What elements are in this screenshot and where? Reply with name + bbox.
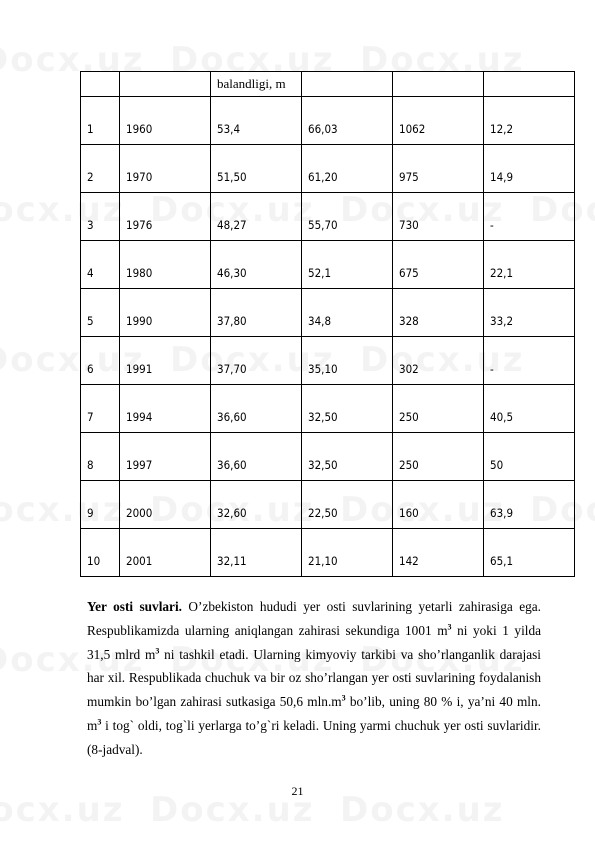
table-row bbox=[81, 289, 575, 337]
table-cell: 12,2 bbox=[484, 97, 575, 145]
table-cell: 250 bbox=[393, 433, 484, 481]
table-row bbox=[81, 481, 575, 529]
table-header-cell bbox=[120, 72, 211, 97]
data-table bbox=[80, 71, 575, 577]
table-cell: 6 bbox=[81, 337, 120, 385]
table-cell: 34,8 bbox=[302, 289, 393, 337]
table-cell: 46,30 bbox=[211, 241, 302, 289]
table-cell: 1960 bbox=[120, 97, 211, 145]
table-cell: 32,60 bbox=[211, 481, 302, 529]
table-cell: 160 bbox=[393, 481, 484, 529]
table-cell: 48,27 bbox=[211, 193, 302, 241]
table-header-cell bbox=[393, 72, 484, 97]
table-cell: 35,10 bbox=[302, 337, 393, 385]
table-cell: 2001 bbox=[120, 529, 211, 577]
table-row bbox=[81, 241, 575, 289]
table-cell: 21,10 bbox=[302, 529, 393, 577]
table-cell: 142 bbox=[393, 529, 484, 577]
table-cell: 975 bbox=[393, 145, 484, 193]
table-cell: 1990 bbox=[120, 289, 211, 337]
table-cell: 52,1 bbox=[302, 241, 393, 289]
table-cell: 1062 bbox=[393, 97, 484, 145]
table-header-cell bbox=[302, 72, 393, 97]
table-cell: 51,50 bbox=[211, 145, 302, 193]
table-cell: 9 bbox=[81, 481, 120, 529]
table-cell: 22,1 bbox=[484, 241, 575, 289]
table-cell: 1997 bbox=[120, 433, 211, 481]
table-cell: 37,70 bbox=[211, 337, 302, 385]
table-cell: 7 bbox=[81, 385, 120, 433]
table-cell: 1 bbox=[81, 97, 120, 145]
table-cell: 33,2 bbox=[484, 289, 575, 337]
table-cell: 730 bbox=[393, 193, 484, 241]
table-cell: - bbox=[484, 337, 575, 385]
table-cell: 66,03 bbox=[302, 97, 393, 145]
table-row bbox=[81, 97, 575, 145]
section-heading: Yer osti suvlari. bbox=[87, 599, 182, 614]
table-cell: 50 bbox=[484, 433, 575, 481]
table-header-row bbox=[81, 72, 575, 97]
paragraph-text-4: bo’lib, uning 80 % i, ya’ni 40 mln. m bbox=[87, 694, 541, 733]
table-cell: 40,5 bbox=[484, 385, 575, 433]
page-number: 21 bbox=[291, 784, 304, 798]
table-header-cell: balandligi, m bbox=[211, 72, 302, 97]
table-cell: 3 bbox=[81, 193, 120, 241]
paragraph-text-3: ni tashkil etadi. Ularning kimyoviy tarkibi va sho’rlanganlik darajasi har xil. Respublikada chuchuk va bir oz sho’rlangan yer osti suvlarining foydalanish mumkin bo’lgan zahirasi sutkasiga 50,6 mln.m bbox=[87, 646, 542, 710]
table-cell: 14,9 bbox=[484, 145, 575, 193]
superscript-3: 3 bbox=[447, 622, 452, 632]
table-header-cell bbox=[81, 72, 120, 97]
table-cell: 36,60 bbox=[211, 385, 302, 433]
table-cell: 65,1 bbox=[484, 529, 575, 577]
table-cell: 22,50 bbox=[302, 481, 393, 529]
body-paragraph bbox=[87, 595, 541, 762]
table-cell: - bbox=[484, 193, 575, 241]
paragraph-text-1: O’zbekiston hududi yer osti suvlarining yetarli zahirasiga ega. Respublikamizda ularning aniqlangan zahirasi sekundiga 1001 m bbox=[87, 599, 541, 638]
table-cell: 32,50 bbox=[302, 433, 393, 481]
paragraph-text-5: i tog` oldi, tog`li yerlarga to’g`ri keladi. Uning yarmi chuchuk yer osti suvlaridir. (8-jadval). bbox=[87, 717, 541, 757]
table-cell: 5 bbox=[81, 289, 120, 337]
table-cell: 1976 bbox=[120, 193, 211, 241]
table-cell: 1970 bbox=[120, 145, 211, 193]
table-cell: 37,80 bbox=[211, 289, 302, 337]
table-cell: 675 bbox=[393, 241, 484, 289]
table-cell: 55,70 bbox=[302, 193, 393, 241]
table-cell: 32,11 bbox=[211, 529, 302, 577]
table-cell: 1991 bbox=[120, 337, 211, 385]
superscript-3: 3 bbox=[341, 693, 346, 703]
table-header-cell bbox=[484, 72, 575, 97]
table-cell: 8 bbox=[81, 433, 120, 481]
table-row bbox=[81, 337, 575, 385]
paragraph-text-2: ni yoki 1 yilda 31,5 mlrd m bbox=[87, 622, 542, 662]
table-cell: 63,9 bbox=[484, 481, 575, 529]
table-row bbox=[81, 193, 575, 241]
table-cell: 1994 bbox=[120, 385, 211, 433]
table-cell: 4 bbox=[81, 241, 120, 289]
table-cell: 53,4 bbox=[211, 97, 302, 145]
table-cell: 2 bbox=[81, 145, 120, 193]
table-cell: 61,20 bbox=[302, 145, 393, 193]
table-row bbox=[81, 385, 575, 433]
table-cell: 1980 bbox=[120, 241, 211, 289]
table-cell: 328 bbox=[393, 289, 484, 337]
superscript-3: 3 bbox=[97, 717, 102, 727]
table-cell: 2000 bbox=[120, 481, 211, 529]
table-row bbox=[81, 145, 575, 193]
table-cell: 302 bbox=[393, 337, 484, 385]
table-cell: 36,60 bbox=[211, 433, 302, 481]
table-row bbox=[81, 433, 575, 481]
table-cell: 32,50 bbox=[302, 385, 393, 433]
table-row bbox=[81, 529, 575, 577]
superscript-3: 3 bbox=[155, 646, 160, 656]
table-cell: 10 bbox=[81, 529, 120, 577]
table-cell: 250 bbox=[393, 385, 484, 433]
